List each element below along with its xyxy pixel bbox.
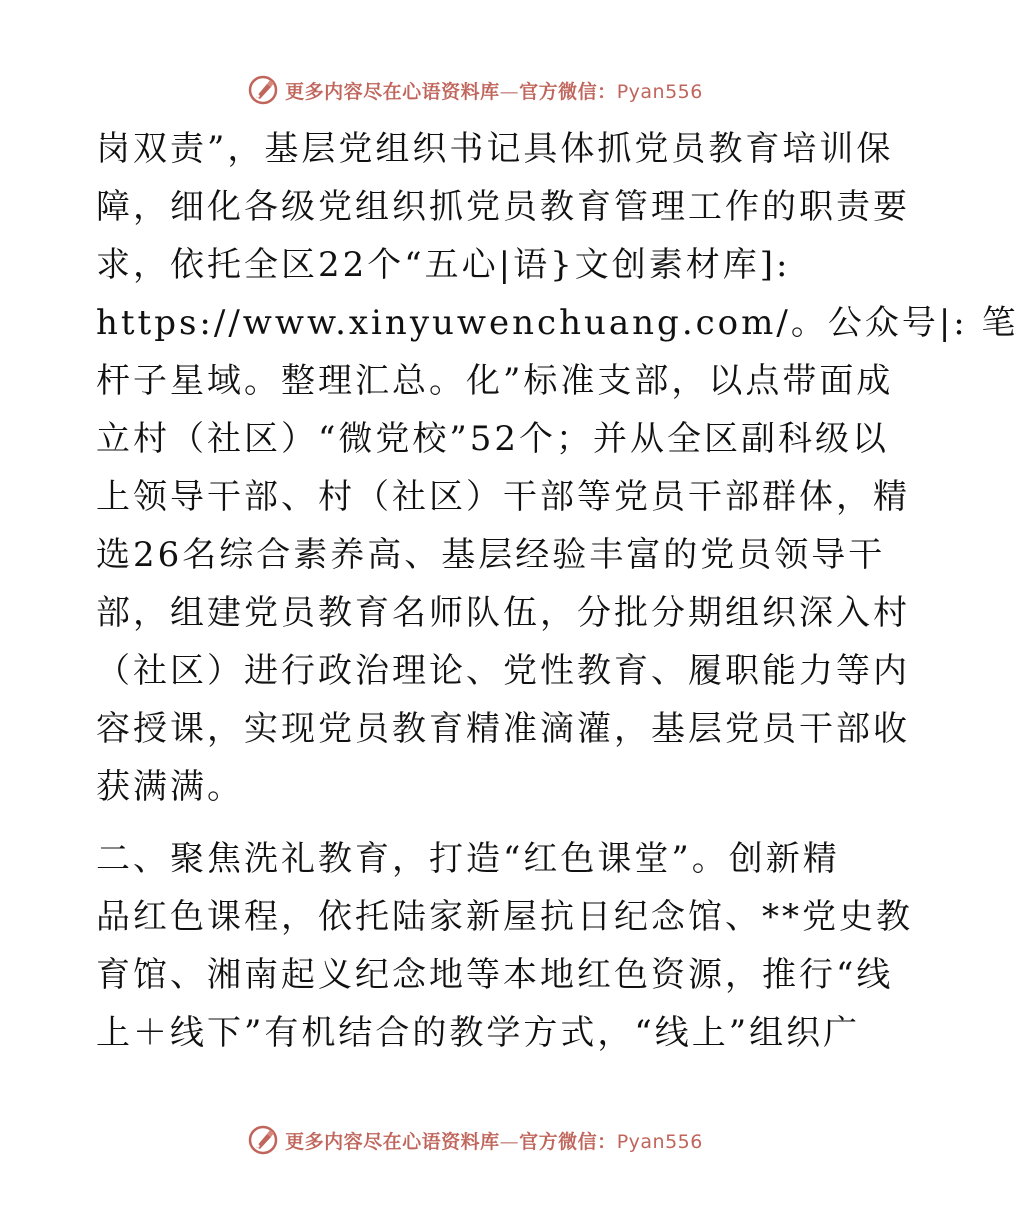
pen-nib-circle-icon: [247, 74, 279, 106]
watermark-main-text: 更多内容尽在心语资料库: [285, 80, 500, 103]
text-line: 立村（社区）“微党校”52个；并从全区副科级以: [96, 419, 890, 459]
watermark-label: 官方微信：: [519, 1130, 617, 1153]
watermark-account: Pyan556: [616, 1130, 703, 1153]
watermark-separator: —: [499, 1130, 520, 1153]
text-line: 品红色课程，依托陆家新屋抗日纪念馆、**党史教: [96, 897, 913, 937]
paragraph-gap: [96, 816, 856, 830]
text-line: 选26名综合素养高、基层经验丰富的党员领导干: [96, 535, 886, 575]
watermark-account: Pyan556: [616, 80, 703, 103]
paragraph-1: [96, 120, 1019, 816]
text-line: 岗双责”，基层党组织书记具体抓党员教育培训保: [96, 129, 894, 169]
watermark-label: 官方微信：: [519, 80, 617, 103]
text-line: 部，组建党员教育名师队伍，分批分期组织深入村: [96, 593, 910, 633]
header-watermark: [0, 74, 950, 106]
text-line: 障，细化各级党组织抓党员教育管理工作的职责要: [96, 187, 910, 227]
text-line: 上领导干部、村（社区）干部等党员干部群体，精: [96, 477, 910, 517]
text-line: 育馆、湘南起义纪念地等本地红色资源，推行“线: [96, 955, 894, 995]
footer-watermark: [0, 1124, 950, 1156]
watermark-text: [285, 1127, 703, 1154]
watermark-main-text: 更多内容尽在心语资料库: [285, 1130, 500, 1153]
watermark-text: [285, 77, 703, 104]
pen-nib-circle-icon: [247, 1124, 279, 1156]
text-line: 杆子星域。整理汇总。化”标准支部，以点带面成: [96, 361, 894, 401]
text-line: 求，依托全区22个“五心|语}文创素材库]:: [96, 245, 791, 285]
text-line: https://www.xinyuwenchuang.com/。公众号|: 笔: [96, 303, 1019, 343]
text-line: 容授课，实现党员教育精准滴灌，基层党员干部收: [96, 709, 910, 749]
text-line: 获满满。: [96, 767, 244, 807]
paragraph-2: [96, 830, 913, 1062]
text-line: （社区）进行政治理论、党性教育、履职能力等内: [96, 651, 910, 691]
watermark-separator: —: [499, 80, 520, 103]
text-line: 二、聚焦洗礼教育，打造“红色课堂”。创新精: [96, 839, 840, 879]
text-line: 上＋线下”有机结合的教学方式，“线上”组织广: [96, 1013, 861, 1053]
document-body: [96, 120, 1019, 1062]
